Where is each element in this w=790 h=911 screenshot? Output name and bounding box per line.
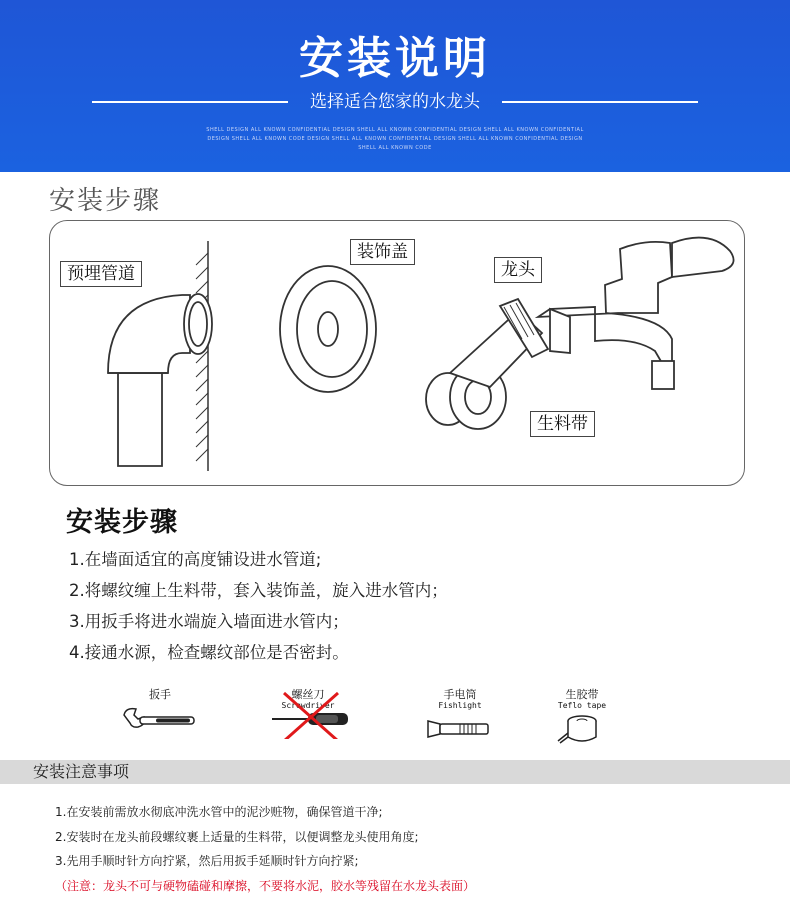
label-tape: 生料带 [530,411,595,437]
tool-screwdriver [248,688,368,739]
label-cover: 装饰盖 [350,239,415,265]
notice-item: 1.在安装前需放水彻底冲洗水管中的泥沙赃物，确保管道干净; [55,805,383,819]
notice-bar [0,760,790,784]
tape-roll-icon [552,713,612,747]
tool-name: 螺丝刀 [291,688,325,701]
decorative-cover-illustration [280,266,376,392]
tool-tape [522,688,642,747]
wrench-icon [120,703,200,733]
steps-list [69,544,448,668]
banner-fine-print: SHELL DESIGN ALL KNOWN CONFIDENTIAL DESIGN SHELL ALL KNOWN CONFIDENTIAL DESIGN SHELL ALL KNOWN CONFIDENTIAL DESIGN SHELL ALL KNOWN CODE DESIGN SHELL ALL KNOWN CONFIDENTIAL DESIGN SHELL ALL KNOWN CONFIDENTIAL DESIGN SHELL ALL KNOWN CODE [206,127,584,151]
section-title: 安装步骤 [49,186,162,216]
tool-name: 手电筒 [443,688,477,701]
tool-name: 扳手 [149,688,171,701]
tool-name: 生胶带 [565,688,599,701]
steps-heading: 安装步骤 [66,507,178,538]
header-banner [0,0,790,172]
label-pipe: 预埋管道 [60,261,142,287]
label-faucet: 龙头 [494,257,542,283]
step-item: 2.将螺纹缠上生料带，套入装饰盖，旋入进水管内； [69,581,448,600]
step-item: 1.在墙面适宜的高度铺设进水管道; [69,550,322,569]
page-title: 安装说明 [299,33,491,84]
tools-row [100,688,660,748]
tool-flashlight [400,688,520,743]
step-item: 3.用扳手将进水端旋入墙面进水管内； [69,612,349,631]
notice-list [55,800,475,898]
notice-item: 3.先用手顺时针方向拧紧，然后用扳手延顺时针方向拧紧; [55,854,359,869]
flashlight-icon [420,713,500,743]
embedded-pipe-illustration [108,294,212,466]
installation-diagram [49,220,745,486]
notice-item: 2.安装时在龙头前段螺纹裹上适量的生料带，以便调整龙头使用角度; [55,829,419,844]
tool-english-name: Fishlight [438,701,482,710]
page-subtitle: 选择适合您家的水龙头 [310,92,480,112]
tool-wrench [100,688,220,733]
subtitle-row [92,88,698,116]
tool-english-name: Teflo tape [557,701,607,710]
subtitle-rule-left [92,101,288,103]
tool-english-name: Screwdriver [281,701,335,710]
notice-title: 安装注意事项 [33,762,130,781]
wall-illustration [196,241,208,471]
step-item: 4.接通水源，检查螺纹部位是否密封。 [69,643,349,662]
subtitle-rule-right [502,101,698,103]
warning-note: （注意：龙头不可与硬物磕碰和摩擦，不要将水泥，胶水等残留在水龙头表面） [55,878,476,893]
